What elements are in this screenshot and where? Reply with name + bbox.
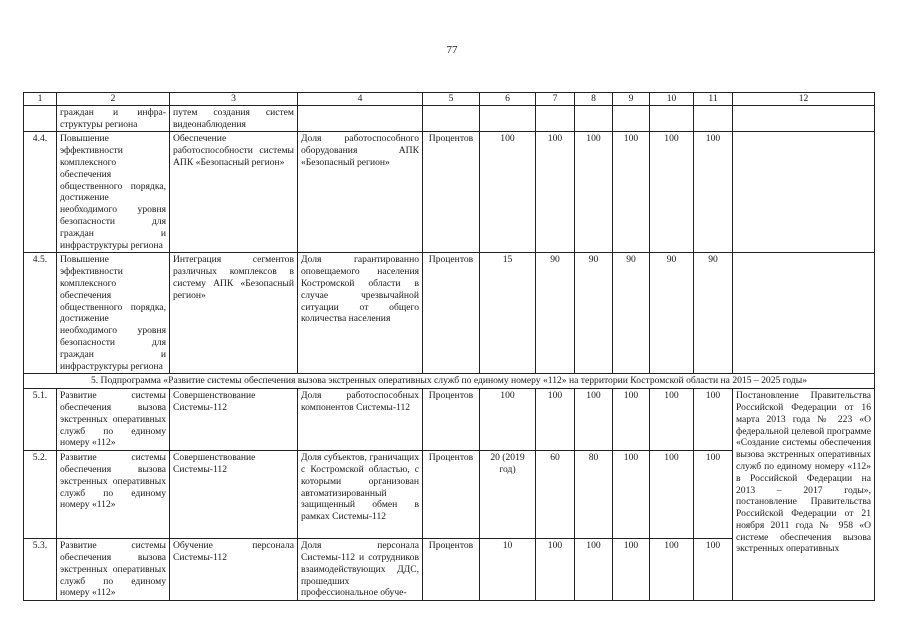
header-row [24, 93, 875, 106]
row-number: 5.2. [24, 451, 57, 539]
section-row [24, 374, 875, 389]
task-cell: Развитие системы обеспечения вызова экстренных оперативных служб по единому номеру «112» [57, 539, 170, 601]
row-number: 4.4. [24, 132, 57, 253]
indicator-cell: Доля гарантированно оповещаемого населения Костромской области в случае чрезвычайной ситуации от общего количества населения [298, 253, 423, 374]
value-cell: 80 [575, 451, 613, 539]
indicators-table [23, 92, 875, 601]
value-cell: 90 [694, 253, 733, 374]
header-cell: 2 [57, 93, 170, 106]
header-cell: 11 [694, 93, 733, 106]
header-cell: 9 [613, 93, 650, 106]
page-number: 77 [446, 44, 458, 56]
value-cell: 100 [536, 132, 575, 253]
measure-cell: путем создания систем видеонаблюдения [170, 105, 298, 132]
unit-cell: Процентов [423, 253, 480, 374]
value-cell: 20 (2019 год) [480, 451, 536, 539]
value-cell: 100 [694, 451, 733, 539]
row-number: 5.1. [24, 389, 57, 451]
value-cell: 100 [694, 132, 733, 253]
measure-cell: Совершенствование Системы-112 [170, 451, 298, 539]
table-row [24, 105, 875, 132]
value-cell: 100 [650, 539, 694, 601]
indicator-cell: Доля работоспособного оборудования АПК «Безопасный регион» [298, 132, 423, 253]
task-cell: Развитие системы обеспечения вызова экстренных оперативных служб по единому номеру «112» [57, 389, 170, 451]
value-cell: 100 [613, 389, 650, 451]
legal-basis-cell: Постановление Правительства Российской Федерации от 16 марта 2013 года № 223 «О федеральной целевой программе «Создание системы обеспечения вызова экстренных оперативных служб по единому номеру «112» в Российской Федерации на 2013 – 2017 годы», постановление Правительства Российской Федерации от 21 ноября 2011 года № 958 «О системе обеспечения вызова экстренных оперативных [733, 389, 875, 601]
header-cell: 4 [298, 93, 423, 106]
indicator-cell: Доля персонала Системы-112 и сотрудников взаимодействующих ДДС, прошедших профессиональное обуче- [298, 539, 423, 601]
value-cell: 100 [536, 389, 575, 451]
value-cell: 100 [536, 539, 575, 601]
value-cell: 90 [613, 253, 650, 374]
row-number: 5.3. [24, 539, 57, 601]
value-cell: 100 [694, 539, 733, 601]
value-cell: 100 [613, 132, 650, 253]
unit-cell: Процентов [423, 132, 480, 253]
unit-cell: Процентов [423, 539, 480, 601]
unit-cell: Процентов [423, 451, 480, 539]
value-cell: 100 [650, 389, 694, 451]
indicator-cell: Доля субъектов, граничащих с Костромской областью, с которыми организован автоматизированный защищенный обмен в рамках Системы-112 [298, 451, 423, 539]
task-cell: Развитие системы обеспечения вызова экстренных оперативных служб по единому номеру «112» [57, 451, 170, 539]
value-cell: 100 [613, 451, 650, 539]
header-cell: 1 [24, 93, 57, 106]
header-cell: 7 [536, 93, 575, 106]
header-cell: 8 [575, 93, 613, 106]
measure-cell: Совершенствование Системы-112 [170, 389, 298, 451]
value-cell: 15 [480, 253, 536, 374]
value-cell: 100 [575, 132, 613, 253]
task-cell: Повышение эффективности комплексного обеспечения общественного порядка, достижение необходимого уровня безопасности для граждан и инфраструктуры региона [57, 132, 170, 253]
header-cell: 5 [423, 93, 480, 106]
task-cell: Повышение эффективности комплексного обеспечения общественного порядка, достижение необходимого уровня безопасности для граждан и инфраструктуры региона [57, 253, 170, 374]
measure-cell: Интеграция сегментов различных комплексов в систему АПК «Безопасный регион» [170, 253, 298, 374]
header-cell: 6 [480, 93, 536, 106]
value-cell: 90 [575, 253, 613, 374]
value-cell: 10 [480, 539, 536, 601]
value-cell: 100 [694, 389, 733, 451]
task-cell: граждан и инфра-структуры региона [57, 105, 170, 132]
section-title: 5. Подпрограмма «Развитие системы обеспечения вызова экстренных оперативных служб по единому номеру «112» на территории Костромской области на 2015 – 2025 годы» [24, 374, 875, 389]
value-cell: 100 [575, 389, 613, 451]
value-cell: 100 [650, 451, 694, 539]
value-cell: 100 [480, 132, 536, 253]
header-cell: 10 [650, 93, 694, 106]
measure-cell: Обучение персонала Системы-112 [170, 539, 298, 601]
indicator-cell: Доля работоспособных компонентов Системы-112 [298, 389, 423, 451]
value-cell: 90 [536, 253, 575, 374]
value-cell: 100 [613, 539, 650, 601]
header-cell: 12 [733, 93, 875, 106]
value-cell: 60 [536, 451, 575, 539]
table-row [24, 132, 875, 253]
unit-cell: Процентов [423, 389, 480, 451]
value-cell: 100 [480, 389, 536, 451]
table-row [24, 253, 875, 374]
value-cell: 100 [650, 132, 694, 253]
value-cell: 90 [650, 253, 694, 374]
header-cell: 3 [170, 93, 298, 106]
row-number: 4.5. [24, 253, 57, 374]
table-row [24, 389, 875, 451]
value-cell: 100 [575, 539, 613, 601]
measure-cell: Обеспечение работоспособности системы АПК «Безопасный регион» [170, 132, 298, 253]
